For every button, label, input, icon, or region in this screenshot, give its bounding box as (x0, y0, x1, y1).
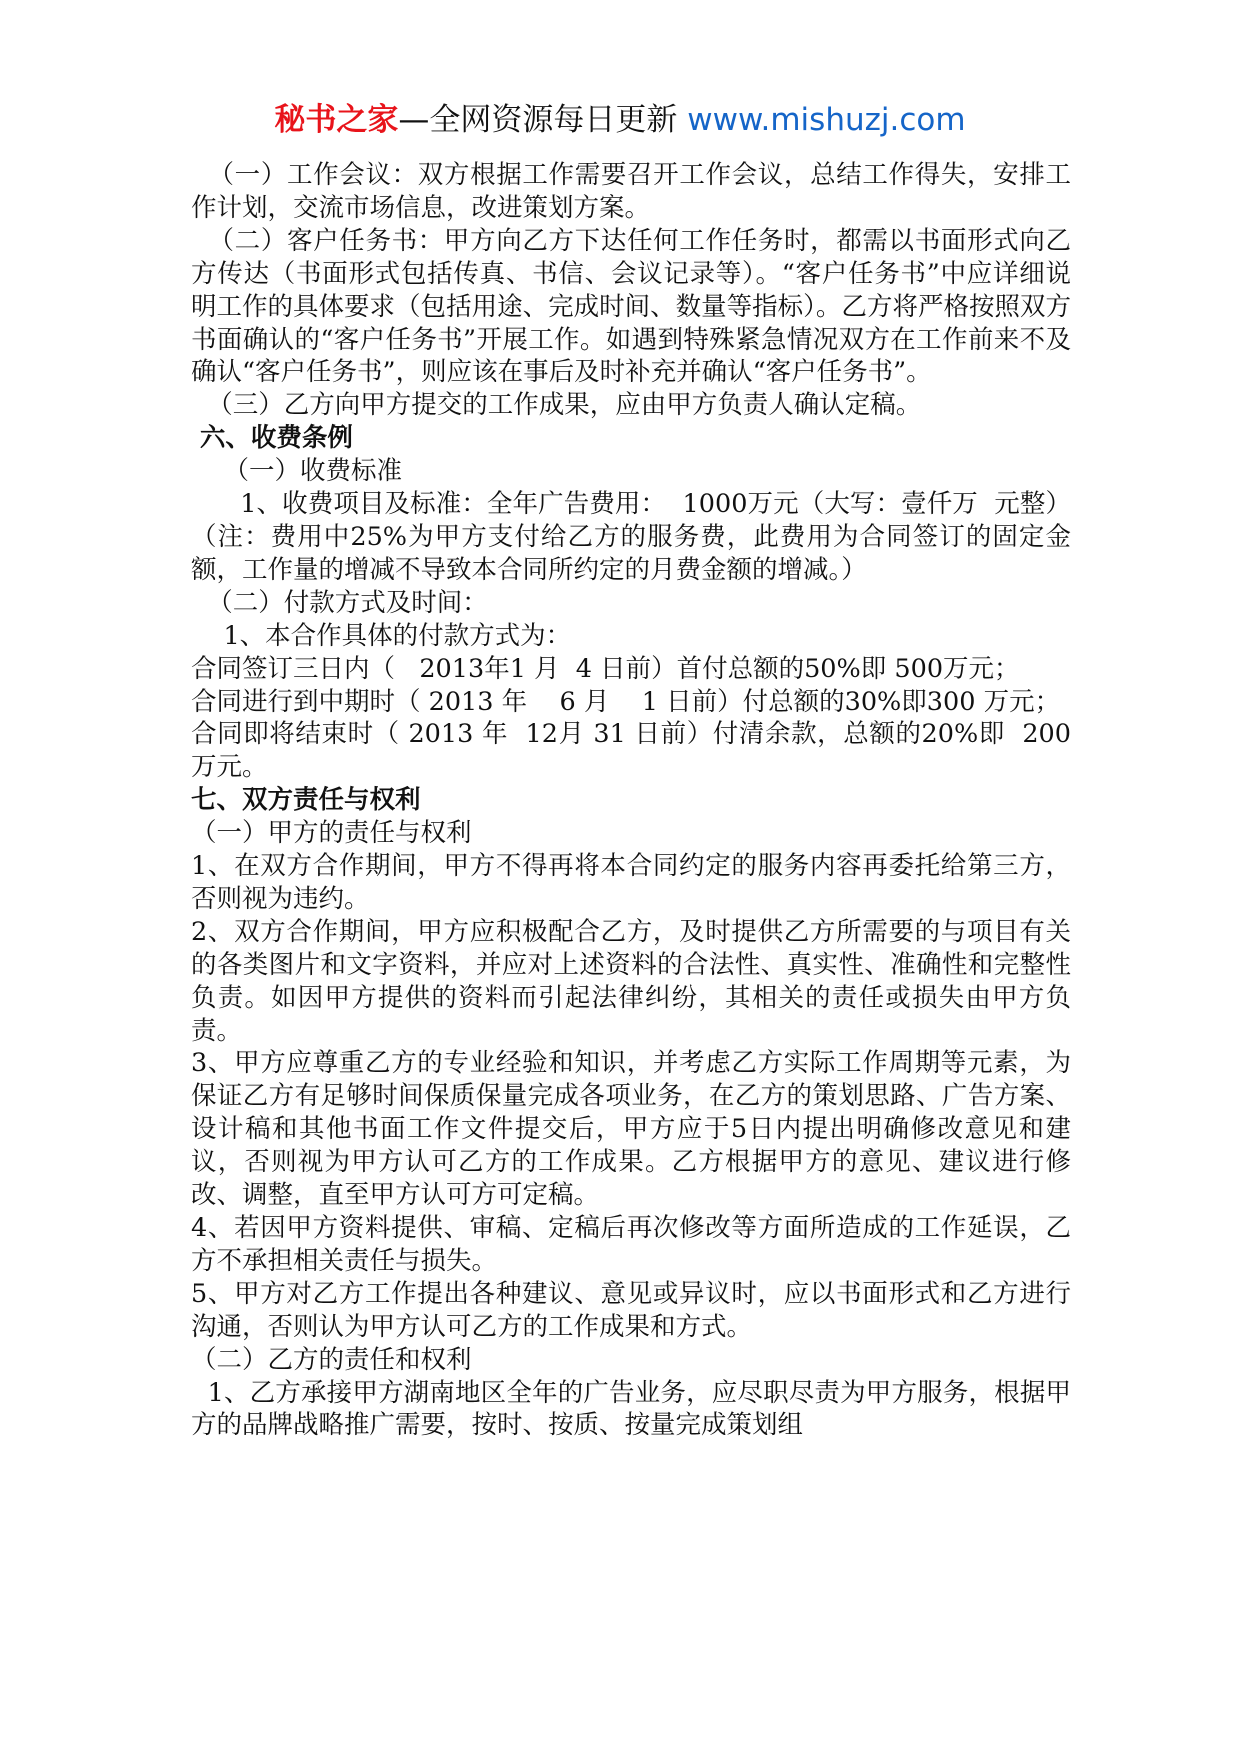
paragraph: （三）乙方向甲方提交的工作成果，应由甲方负责人确认定稿。 (191, 390, 922, 421)
paragraph: 3、甲方应尊重乙方的专业经验和知识，并考虑乙方实际工作周期等元素，为保证乙方有足够时间保质保量完成各项业务，在乙方的策划思路、广告方案、设计稿和其他书面工作文件提交后，甲方应于5日内提出明确修改意见和建议，否则视为甲方认可乙方的工作成果。乙方根据甲方的意见、建议进行修改、调整，直至甲方认可方可定稿。 (191, 1048, 1071, 1211)
paragraph: 1、乙方承接甲方湖南地区全年的广告业务，应尽职尽责为甲方服务，根据甲方的品牌战略推广需要，按时、按质、按量完成策划组 (191, 1377, 1071, 1441)
site-slogan: —全网资源每日更新 (398, 102, 678, 138)
paragraph: 4、若因甲方资料提供、审稿、定稿后再次修改等方面所造成的工作延误，乙方不承担相关责任与损失。 (191, 1213, 1071, 1276)
site-url[interactable]: www.mishuzj.com (687, 102, 966, 138)
paragraph: （一）工作会议：双方根据工作需要召开工作会议，总结工作得失，安排工作计划，交流市场信息，改进策划方案。 (191, 160, 1071, 223)
site-brand: 秘书之家 (274, 102, 399, 138)
paragraph: （一）甲方的责任与权利 (191, 818, 472, 849)
document-body (191, 159, 1071, 1442)
paragraph: 1、在双方合作期间，甲方不得再将本合同约定的服务内容再委托给第三方，否则视为违约。 (191, 851, 1071, 914)
site-header (0, 100, 1240, 140)
section-heading: 七、双方责任与权利 (191, 785, 421, 816)
paragraph: （二）客户任务书：甲方向乙方下达任何工作任务时，都需以书面形式向乙方传达（书面形式包括传真、书信、会议记录等）。“客户任务书”中应详细说明工作的具体要求（包括用途、完成时间、数量等指标）。乙方将严格按照双方书面确认的“客户任务书”开展工作。如遇到特殊紧急情况双方在工作前来不及确认“客户任务书”，则应该在事后及时补充并确认“客户任务书”。 (191, 225, 1071, 388)
paragraph: （二）乙方的责任和权利 (191, 1344, 472, 1375)
paragraph: 合同进行到中期时（ 2013 年 6 月 1 日前）付总额的30%即300 万元； (191, 686, 1061, 717)
paragraph: 1、本合作具体的付款方式为： (191, 620, 572, 651)
paragraph: 1、收费项目及标准：全年广告费用： 1000万元（大写：壹仟万 元整）（注：费用中25%为甲方支付给乙方的服务费，此费用为合同签订的固定金额，工作量的增减不导致本合同所约定的月费金额的增减。） (191, 489, 1072, 585)
paragraph: （二）付款方式及时间： (191, 587, 488, 618)
paragraph: 合同签订三日内（ 2013年1 月 4 日前）首付总额的50%即 500万元； (191, 653, 1020, 684)
paragraph: （一）收费标准 (191, 456, 402, 487)
section-heading: 六、收费条例 (191, 423, 353, 454)
paragraph: 5、甲方对乙方工作提出各种建议、意见或异议时，应以书面形式和乙方进行沟通，否则认为甲方认可乙方的工作成果和方式。 (191, 1278, 1071, 1342)
paragraph: 2、双方合作期间，甲方应积极配合乙方，及时提供乙方所需要的与项目有关的各类图片和文字资料，并应对上述资料的合法性、真实性、准确性和完整性负责。如因甲方提供的资料而引起法律纠纷，其相关的责任或损失由甲方负责。 (191, 916, 1071, 1046)
paragraph: 合同即将结束时（ 2013 年 12月 31 日前）付清余款，总额的20%即 200万元。 (191, 719, 1071, 783)
